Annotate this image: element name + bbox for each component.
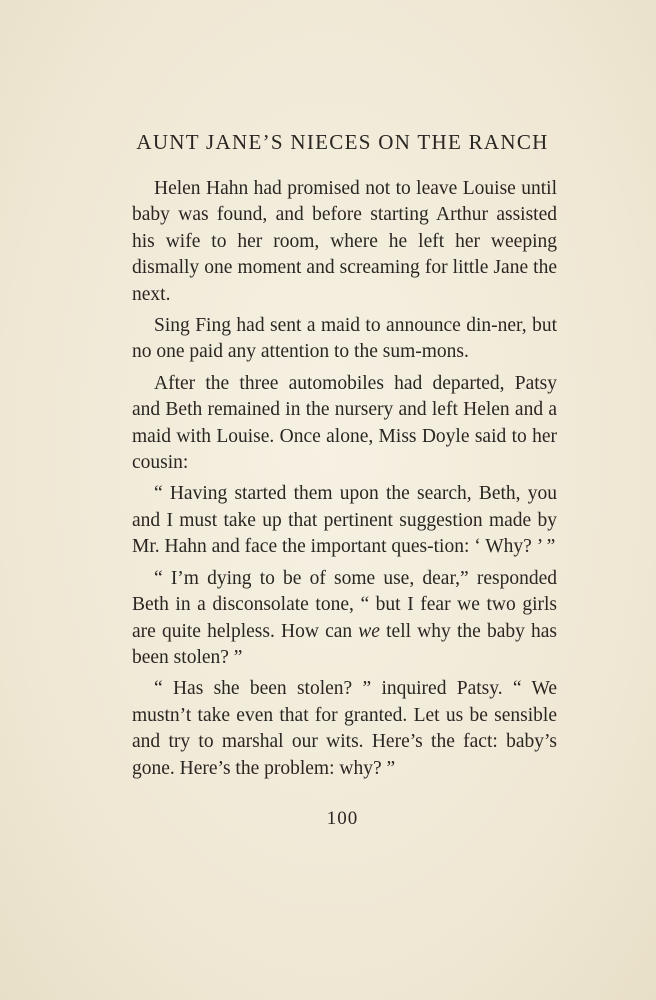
running-head: AUNT JANE’S NIECES ON THE RANCH <box>136 130 549 154</box>
paragraph: Sing Fing had sent a maid to announce din-ner, but no one paid any attention to the sum-mons. <box>132 315 557 363</box>
page-number: 100 <box>326 808 359 829</box>
paragraph-text: tell why the baby has been stolen? ” <box>132 620 558 668</box>
paragraph: “ Having started them upon the search, Beth, you and I must take up that pertinent suggestion made by Mr. Hahn and face the important ques-tion: ‘ Why? ’ ” <box>132 483 557 558</box>
emphasized-word: we <box>358 620 380 642</box>
paragraph: “ Has she been stolen? ” inquired Patsy. “ We mustn’t take even that for granted. Let us be sensible and try to marshal our wits. Here’s the fact: baby’s gone. Here’s the problem: why? ” <box>132 678 557 779</box>
paragraph-text: “ I’m dying to be of some use, dear,” responded Beth in a disconsolate tone, “ but I fear we two girls are quite helpless. How can <box>132 567 557 642</box>
body-text <box>132 176 557 787</box>
paragraph: Helen Hahn had promised not to leave Louise until baby was found, and before starting Arthur assisted his wife to her room, where he left her weeping dismally one moment and screaming for little Jane the next. <box>132 178 557 305</box>
paragraph: After the three automobiles had departed, Patsy and Beth remained in the nursery and left Helen and a maid with Louise. Once alone, Miss Doyle said to her cousin: <box>132 372 557 474</box>
paragraph <box>132 566 557 672</box>
